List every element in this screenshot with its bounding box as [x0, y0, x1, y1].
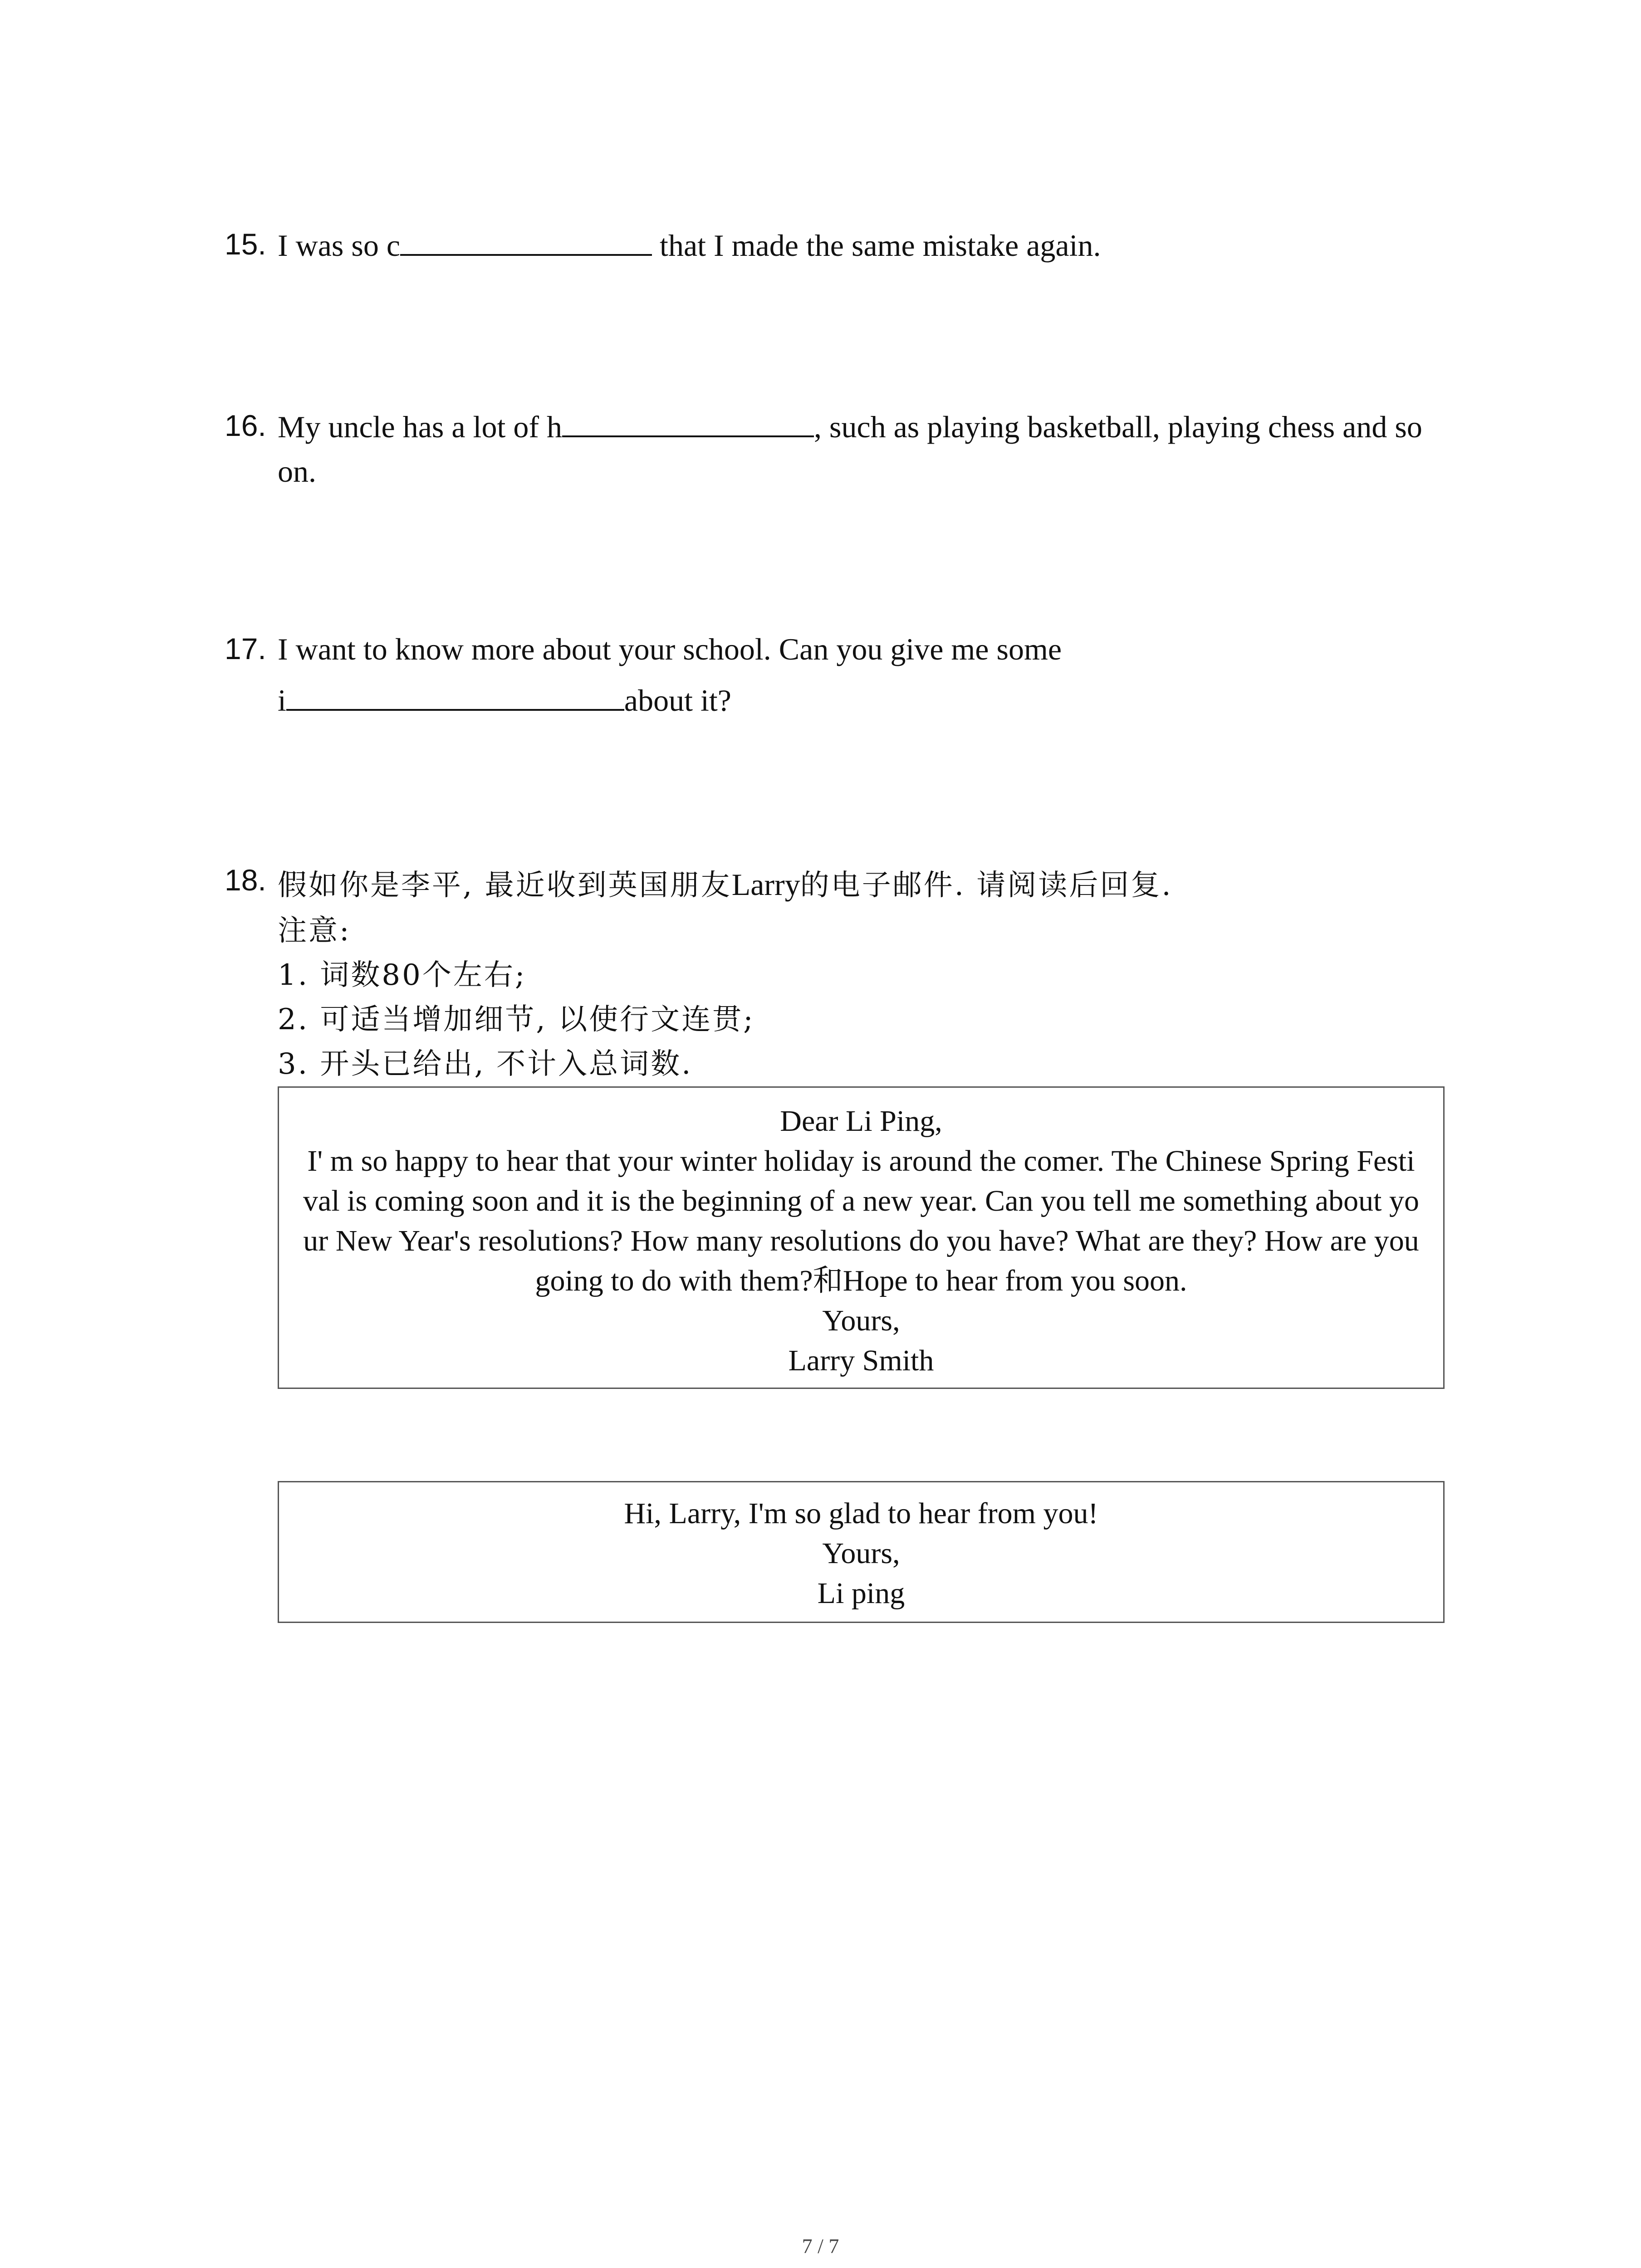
question-17-line2 — [278, 682, 731, 719]
note-item: 2. 可适当增加细节, 以使行文连贯; — [278, 1003, 755, 1036]
page-number: 7 / 7 — [802, 2234, 839, 2258]
letter-line: val is coming soon and it is the beginning of a new year. Can you tell me something about yo — [303, 1184, 1419, 1217]
answer-blank-17[interactable] — [286, 682, 624, 711]
question-17-suffix: about it? — [624, 683, 731, 718]
answer-blank-16[interactable] — [562, 408, 814, 437]
letter-line: ur New Year's resolutions? How many resolutions do you have? What are they? How are you — [303, 1224, 1419, 1257]
note-item: 1. 词数80个左右; — [278, 958, 527, 992]
prompt-chinese-end: 的电子邮件. 请阅读后回复. — [800, 869, 1173, 902]
question-16-suffix: , such as playing basketball, playing chess and so — [813, 410, 1422, 444]
question-number: 17. — [225, 632, 266, 665]
prompt-chinese-start: 假如你是李平, 最近收到英国朋友 — [278, 869, 732, 902]
answer-blank-15[interactable] — [400, 227, 652, 256]
question-16-text — [278, 408, 1422, 445]
note-title: 注意: — [278, 914, 351, 948]
question-17-prefix: i — [278, 683, 286, 718]
prompt-name: Larry — [731, 867, 800, 902]
letter-line: going to do with them?和Hope to hear from you soon. — [535, 1264, 1187, 1297]
letter-line: Yours, — [822, 1304, 900, 1337]
question-17-line1: I want to know more about your school. Can you give me some — [278, 632, 1062, 666]
letter-box — [278, 1086, 1445, 1389]
letter-line: Dear Li Ping, — [780, 1105, 942, 1138]
reply-line: Li ping — [817, 1577, 905, 1610]
question-16-continuation: on. — [278, 454, 316, 489]
letter-line: Larry Smith — [788, 1344, 934, 1377]
question-number: 15. — [225, 227, 266, 261]
question-number: 16. — [225, 409, 266, 442]
question-18-prompt — [278, 862, 1173, 904]
reply-line: Hi, Larry, I'm so glad to hear from you! — [624, 1497, 1098, 1530]
letter-line: I' m so happy to hear that your winter holiday is around the comer. The Chinese Spring Festi — [307, 1144, 1415, 1178]
question-15-suffix: that I made the same mistake again. — [652, 228, 1101, 263]
reply-line: Yours, — [822, 1537, 900, 1570]
note-item: 3. 开头已给出, 不计入总词数. — [278, 1047, 693, 1081]
question-number: 18. — [225, 863, 266, 897]
question-15-text — [278, 227, 1101, 264]
reply-box[interactable] — [278, 1481, 1445, 1623]
question-16-prefix: My uncle has a lot of h — [278, 410, 562, 444]
question-15-prefix: I was so c — [278, 228, 401, 263]
